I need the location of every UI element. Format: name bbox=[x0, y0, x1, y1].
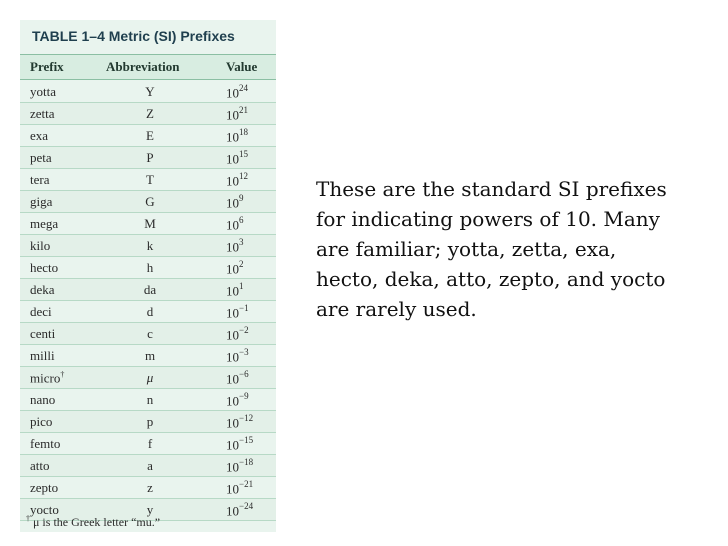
abbreviation-cell: z bbox=[147, 480, 153, 495]
table-row bbox=[20, 169, 276, 191]
value-base: 10 bbox=[226, 503, 239, 519]
value-exponent: 24 bbox=[239, 83, 248, 93]
value-exponent: 15 bbox=[239, 149, 248, 159]
abbreviation-cell: E bbox=[146, 128, 154, 143]
abbreviation-cell: m bbox=[144, 348, 156, 363]
abbreviation-cell: da bbox=[143, 282, 157, 297]
value-base: 10 bbox=[226, 393, 239, 409]
prefix-cell bbox=[30, 128, 48, 144]
prefix-cell bbox=[30, 414, 52, 430]
table-row bbox=[20, 103, 276, 125]
value-cell bbox=[226, 84, 248, 101]
abbreviation-cell: a bbox=[147, 458, 153, 473]
abbreviation-cell: P bbox=[146, 150, 154, 165]
value-exponent: 3 bbox=[239, 237, 244, 247]
value-cell bbox=[226, 238, 244, 255]
value-exponent: −15 bbox=[239, 435, 254, 445]
table-title: TABLE 1–4 Metric (SI) Prefixes bbox=[32, 28, 235, 44]
table-row bbox=[20, 301, 276, 323]
abbreviation-cell: h bbox=[146, 260, 154, 275]
table-row bbox=[20, 455, 276, 477]
prefix-cell bbox=[30, 84, 56, 100]
value-cell bbox=[226, 304, 249, 321]
table-row bbox=[20, 191, 276, 213]
value-cell bbox=[226, 326, 249, 343]
value-cell bbox=[226, 480, 253, 497]
prefix-name: micro bbox=[30, 370, 61, 386]
value-base: 10 bbox=[226, 129, 239, 145]
prefix-cell bbox=[30, 150, 52, 166]
prefix-name: zetta bbox=[30, 106, 55, 121]
value-cell bbox=[226, 172, 248, 189]
value-cell bbox=[226, 370, 249, 387]
prefix-name: hecto bbox=[30, 260, 59, 275]
value-exponent: −1 bbox=[239, 303, 249, 313]
footnote-mark: † bbox=[26, 514, 30, 523]
prefix-name: mega bbox=[30, 216, 59, 231]
prefix-name: deka bbox=[30, 282, 55, 297]
value-cell bbox=[226, 436, 253, 453]
value-base: 10 bbox=[226, 481, 239, 497]
table-row bbox=[20, 345, 276, 367]
abbreviation-cell: f bbox=[147, 436, 153, 451]
prefix-name: yotta bbox=[30, 84, 56, 99]
table-row bbox=[20, 279, 276, 301]
table-row bbox=[20, 257, 276, 279]
prefix-cell bbox=[30, 238, 50, 254]
value-exponent: −21 bbox=[239, 479, 254, 489]
table-row bbox=[20, 477, 276, 499]
prefix-cell bbox=[30, 436, 60, 452]
table-row bbox=[20, 389, 276, 411]
prefix-cell bbox=[30, 282, 55, 298]
value-base: 10 bbox=[226, 107, 239, 123]
table-row bbox=[20, 147, 276, 169]
value-cell bbox=[226, 194, 244, 211]
abbreviation-cell: Z bbox=[146, 106, 154, 121]
table-row bbox=[20, 411, 276, 433]
value-cell bbox=[226, 502, 253, 519]
prefix-cell bbox=[30, 172, 49, 188]
prefix-cell bbox=[30, 260, 58, 276]
prefix-cell bbox=[30, 194, 52, 210]
header-abbreviation: Abbreviation bbox=[106, 59, 180, 74]
prefix-cell bbox=[30, 326, 55, 342]
prefix-name: femto bbox=[30, 436, 61, 451]
value-exponent: 1 bbox=[239, 281, 244, 291]
value-base: 10 bbox=[226, 261, 239, 277]
value-cell bbox=[226, 216, 244, 233]
abbreviation-cell: G bbox=[145, 194, 155, 209]
abbreviation-cell: Y bbox=[145, 84, 155, 99]
abbreviation-cell: μ bbox=[146, 370, 154, 385]
value-base: 10 bbox=[226, 305, 239, 321]
table-row bbox=[20, 367, 276, 389]
abbreviation-cell: M bbox=[144, 216, 156, 231]
value-base: 10 bbox=[226, 437, 239, 453]
prefix-name: peta bbox=[30, 150, 52, 165]
value-base: 10 bbox=[226, 173, 239, 189]
prefix-name: pico bbox=[30, 414, 53, 429]
prefix-name: milli bbox=[30, 348, 55, 363]
value-cell bbox=[226, 260, 244, 277]
value-cell bbox=[226, 414, 253, 431]
value-exponent: −3 bbox=[239, 347, 249, 357]
value-cell bbox=[226, 150, 248, 167]
value-base: 10 bbox=[226, 459, 239, 475]
value-exponent: −12 bbox=[239, 413, 254, 423]
value-cell bbox=[226, 282, 244, 299]
value-base: 10 bbox=[226, 327, 239, 343]
value-exponent: 9 bbox=[239, 193, 244, 203]
prefix-cell bbox=[30, 480, 58, 496]
value-base: 10 bbox=[226, 217, 239, 233]
table-row bbox=[20, 81, 276, 103]
prefix-name: deci bbox=[30, 304, 52, 319]
value-cell bbox=[226, 106, 248, 123]
abbreviation-cell: c bbox=[147, 326, 153, 341]
prefix-name: tera bbox=[30, 172, 50, 187]
value-base: 10 bbox=[226, 371, 239, 387]
abbreviation-cell: y bbox=[146, 502, 154, 517]
prefix-cell bbox=[30, 458, 50, 474]
value-base: 10 bbox=[226, 415, 239, 431]
value-exponent: −6 bbox=[239, 369, 249, 379]
header-value: Value bbox=[226, 59, 258, 74]
value-base: 10 bbox=[226, 195, 239, 211]
table-header bbox=[20, 54, 276, 80]
value-cell bbox=[226, 128, 248, 145]
prefix-name: zepto bbox=[30, 480, 59, 495]
value-base: 10 bbox=[226, 151, 239, 167]
prefix-name: exa bbox=[30, 128, 49, 143]
value-base: 10 bbox=[226, 349, 239, 365]
table-row bbox=[20, 433, 276, 455]
prefix-cell bbox=[30, 370, 64, 386]
prefix-cell bbox=[30, 348, 55, 364]
value-exponent: 6 bbox=[239, 215, 244, 225]
value-exponent: −9 bbox=[239, 391, 249, 401]
si-prefix-table bbox=[20, 20, 276, 532]
description-text: These are the standard SI prefixes for indicating powers of 10. Many are familiar; yotta, zetta, exa, hecto, deka, atto, zepto, and yocto are rarely used. bbox=[316, 177, 667, 321]
value-exponent: −24 bbox=[239, 501, 254, 511]
value-base: 10 bbox=[226, 239, 239, 255]
header-prefix: Prefix bbox=[30, 59, 64, 74]
value-base: 10 bbox=[226, 85, 239, 101]
footnote-mark: † bbox=[60, 370, 65, 379]
table-row bbox=[20, 235, 276, 257]
value-cell bbox=[226, 392, 249, 409]
prefix-cell bbox=[30, 216, 58, 232]
prefix-name: atto bbox=[30, 458, 50, 473]
prefix-name: yocto bbox=[30, 502, 59, 517]
prefix-cell bbox=[30, 304, 52, 320]
prefix-cell bbox=[30, 392, 55, 408]
value-exponent: 2 bbox=[239, 259, 244, 269]
prefix-name: giga bbox=[30, 194, 53, 209]
value-base: 10 bbox=[226, 283, 239, 299]
value-exponent: 18 bbox=[239, 127, 248, 137]
table-row bbox=[20, 213, 276, 235]
table-footnote bbox=[26, 514, 160, 530]
abbreviation-cell: T bbox=[146, 172, 154, 187]
abbreviation-cell: k bbox=[146, 238, 154, 253]
abbreviation-cell: d bbox=[146, 304, 154, 319]
value-exponent: 21 bbox=[239, 105, 248, 115]
value-cell bbox=[226, 458, 253, 475]
abbreviation-cell: p bbox=[146, 414, 154, 429]
value-exponent: 12 bbox=[239, 171, 248, 181]
table-row bbox=[20, 125, 276, 147]
table-body bbox=[20, 81, 276, 521]
prefix-name: centi bbox=[30, 326, 56, 341]
prefix-cell bbox=[30, 106, 55, 122]
value-exponent: −18 bbox=[239, 457, 254, 467]
abbreviation-cell: n bbox=[146, 392, 154, 407]
value-exponent: −2 bbox=[239, 325, 249, 335]
footnote-text: μ is the Greek letter “mu.” bbox=[33, 515, 161, 529]
value-cell bbox=[226, 348, 249, 365]
prefix-name: kilo bbox=[30, 238, 51, 253]
prefix-name: nano bbox=[30, 392, 56, 407]
table-row bbox=[20, 323, 276, 345]
